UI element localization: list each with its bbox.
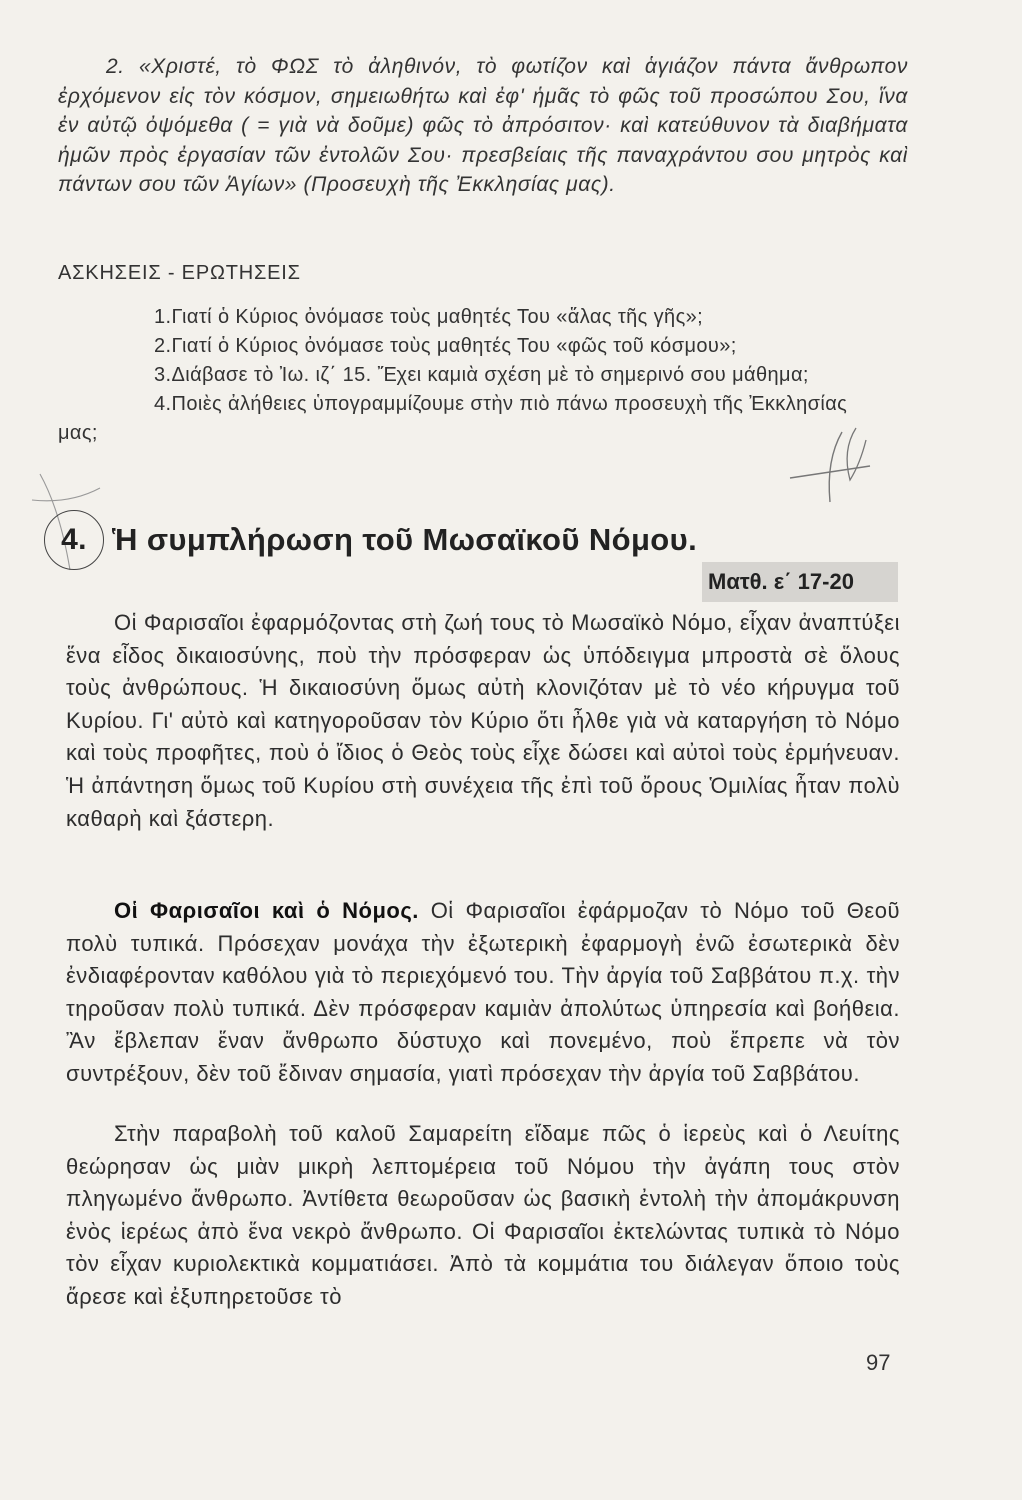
paragraph-3: Στὴν παραβολὴ τοῦ καλοῦ Σαμαρείτη εἴδαμε πῶς ὁ ἱερεὺς καὶ ὁ Λευίτης θεώρησαν ὡς μιὰν μικρὴ λεπτομέρεια τοῦ Νόμου τὴν ἀγάπη τους στὸν πληγωμένο ἄνθρωπο. Ἀντίθετα θεωροῦσαν ὡς βασικὴ ἐντολὴ τὴν ἀπομάκρυνση ἑνὸς ἱερέως ἀπὸ ἕνα νεκρὸ ἄνθρωπο. Οἱ Φαρισαῖοι ἐκτελώντας τυπικὰ τὸ Νόμο τὸν εἶχαν κυριολεκτικὰ κομματιάσει. Ἀπὸ τὰ κομμάτια του διάλεγαν ὅποιο τοὺς ἄρεσε καὶ ἐξυπηρετοῦσε τὸ [66,1121,900,1309]
page-number: 97 [866,1350,891,1375]
prayer-text: 2. «Χριστέ, τὸ ΦΩΣ τὸ ἀληθινόν, τὸ φωτίζον καὶ ἁγιάζον πάντα ἄνθρωπον ἐρχόμενον εἰς τὸν κόσμον, σημειωθήτω καὶ ἐφ' ἡμᾶς τὸ φῶς τοῦ προσώπου Σου, ἵνα ἐν αὐτῷ ὀψόμεθα ( = γιὰ νὰ δοῦμε) φῶς τὸ ἀπρόσιτον· καὶ κατεύθυνον τὰ διαβήματα ἡμῶν πρὸς ἐργασίαν τῶν ἐντολῶν Σου· πρεσβείαις τῆς παναχράντου σου μητρὸς καὶ πάντων σου τῶν Ἁγίων» (Προσευχὴ τῆς Ἐκκλησίας μας). [58,55,908,196]
prayer-quote [58,52,908,200]
exercises-heading: ΑΣΚΗΣΕΙΣ - ΕΡΩΤΗΣΕΙΣ [58,262,301,284]
section-heading: Ἡ συμπλήρωση τοῦ Μωσαϊκοῦ Νόμου. [112,522,698,557]
exercises-list [58,303,888,448]
section-number: 4. [44,510,104,570]
section-title [58,510,858,570]
paragraph-lead: Οἱ Φαρισαῖοι καὶ ὁ Νόμος. [114,898,419,923]
exercise-item: 1.Γιατί ὁ Κύριος ὀνόμασε τοὺς μαθητές Του «ἅλας τῆς γῆς»; [154,306,704,328]
exercise-item: 3.Διάβασε τὸ Ἰω. ιζ΄ 15. Ἔχει καμιὰ σχέση μὲ τὸ σημερινό σου μάθημα; [154,364,809,386]
paragraph-2: Οἱ Φαρισαῖοι καὶ ὁ Νόμος. Οἱ Φαρισαῖοι ἐφάρμοζαν τὸ Νόμο τοῦ Θεοῦ πολὺ τυπικά. Πρόσεχαν μονάχα τὴν ἐξωτερικὴ ἐφαρμογὴ ἐνῶ ἐσωτερικὰ δὲν ἐνδιαφέρονταν καθόλου γιὰ τὸ περιεχόμενό του. Τὴν ἀργία τοῦ Σαββάτου π.χ. τὴν τηροῦσαν πολὺ τυπικά. Δὲν πρόσφεραν καμιὰν ἀπολύτως ὑπηρεσία καὶ βοήθεια. Ἂν ἔβλεπαν ἕναν ἄνθρωπο δύστυχο καὶ πονεμένο, ποὺ ἔπρεπε νὰ τὸν συντρέξουν, δὲν τοῦ ἔδιναν σημασία, γιατὶ πρόσεχαν τὴν ἀργία τοῦ Σαββάτου. [66,898,900,1086]
paragraph-1: Οἱ Φαρισαῖοι ἐφαρμόζοντας στὴ ζωή τους τὸ Μωσαϊκὸ Νόμο, εἶχαν ἀναπτύξει ἕνα εἶδος δικαιοσύνης, ποὺ τὴν πρόσφεραν ὡς ὑπόδειγμα μπροστὰ σὲ ὅλους τοὺς ἀνθρώπους. Ἡ δικαιοσύνη ὅμως αὐτὴ κλονιζόταν μὲ τὸ νέο κήρυγμα τοῦ Κυρίου. Γι' αὐτὸ καὶ κατηγοροῦσαν τὸν Κύριο ὅτι ἦλθε γιὰ νὰ καταργήση τὸ Νόμο καὶ τοὺς προφῆτες, ποὺ ὁ ἴδιος ὁ Θεὸς τοὺς εἶχε δώσει καὶ αὐτοὶ τοὺς ἑρμήνευαν. Ἡ ἀπάντηση ὅμως τοῦ Κυρίου στὴ συνέχεια τῆς ἐπὶ τοῦ ὄρους Ὁμιλίας ἦταν πολὺ καθαρὴ καὶ ξάστερη. [66,610,900,831]
scripture-reference: Ματθ. ε΄ 17-20 [708,569,854,594]
exercise-item: 4.Ποιὲς ἀλήθειες ὑπογραμμίζουμε στὴν πιὸ πάνω προσευχὴ τῆς Ἐκκλησίας μας; [58,393,848,444]
exercise-item: 2.Γιατί ὁ Κύριος ὀνόμασε τοὺς μαθητές Του «φῶς τοῦ κόσμου»; [154,335,737,357]
handwritten-mark [770,420,890,520]
